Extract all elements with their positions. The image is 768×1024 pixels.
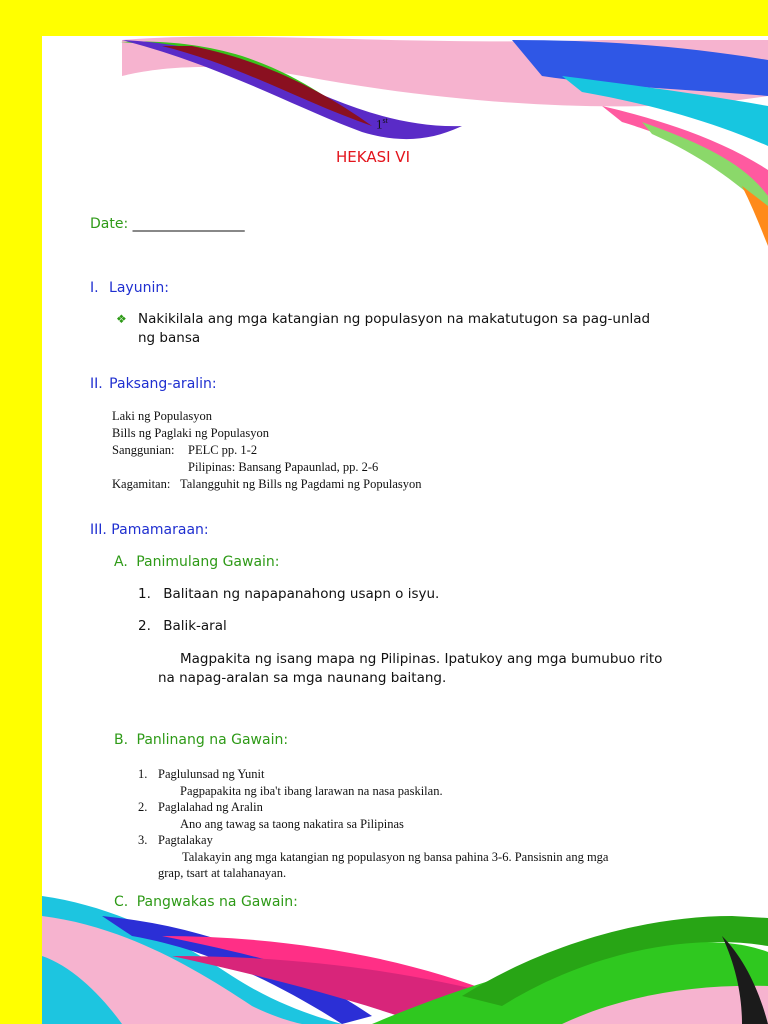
section-pamamaraan-heading	[90, 522, 209, 538]
sanggunian-label: Sanggunian:	[112, 443, 175, 457]
diamond-bullet-icon: ❖	[116, 312, 127, 326]
layunin-objective	[138, 310, 650, 348]
a-paragraph-line-1: Magpakita ng isang mapa ng Pilipinas. Ipatukoy ang mga bumubuo rito	[180, 651, 663, 667]
subsection-letter: B.	[114, 732, 129, 748]
sanggunian-row	[112, 442, 421, 459]
b-item-1	[138, 766, 678, 783]
section-numeral: I.	[90, 280, 99, 296]
sanggunian-value: PELC pp. 1-2	[188, 443, 258, 457]
subsection-title: Pangwakas na Gawain:	[136, 894, 298, 910]
subsection-title: Panimulang Gawain:	[136, 554, 280, 570]
b-list	[138, 766, 678, 882]
topic-line: Bills ng Paglaki ng Populasyon	[112, 426, 269, 440]
section-numeral: III.	[90, 522, 107, 538]
subsection-letter: C.	[114, 894, 129, 910]
item-text: Pagtalakay	[158, 833, 213, 847]
section-paksang-aralin-heading	[90, 376, 217, 392]
a-paragraph	[158, 650, 662, 688]
page-number-suffix: st	[382, 116, 388, 125]
section-title: Layunin:	[109, 280, 169, 296]
b-item-3-sub-line-2: grap, tsart at talahanayan.	[158, 866, 287, 880]
item-number: 3.	[138, 833, 148, 847]
item-number: 1.	[138, 586, 151, 602]
subsection-letter: A.	[114, 554, 128, 570]
kagamitan-value: Talangguhit ng Bills ng Pagdami ng Populasyon	[180, 477, 422, 491]
a-item-2	[138, 618, 227, 634]
a-paragraph-line-2: na napag-aralan sa mga naunang baitang.	[158, 670, 447, 686]
item-text: Paglalahad ng Aralin	[158, 800, 263, 814]
document-page	[42, 36, 768, 1024]
item-text: Balitaan ng napapanahong usapn o isyu.	[163, 586, 440, 602]
page-number-value: 1	[376, 116, 383, 132]
section-title: Pamamaraan:	[111, 522, 209, 538]
b-item-2-sub: Ano ang tawag sa taong nakatira sa Pilipinas	[180, 816, 404, 831]
item-number: 1.	[138, 767, 148, 781]
b-item-3-sub-line-1: Talakayin ang mga katangian ng populasyon ng bansa pahina 3-6. Pansisnin ang mga	[182, 849, 609, 864]
item-text: Paglulunsad ng Yunit	[158, 767, 265, 781]
kagamitan-label: Kagamitan:	[112, 477, 171, 491]
subsection-b-heading	[114, 732, 288, 748]
subsection-title: Panlinang na Gawain:	[136, 732, 289, 748]
kagamitan-row	[112, 476, 421, 493]
date-blank: ________________	[132, 216, 245, 232]
item-number: 2.	[138, 618, 151, 634]
item-number: 2.	[138, 800, 148, 814]
date-label: Date:	[90, 216, 129, 232]
a-item-1	[138, 586, 439, 602]
subsection-c-heading	[114, 894, 298, 910]
section-title: Paksang-aralin:	[109, 376, 217, 392]
sanggunian-value-2: Pilipinas: Bansang Papaunlad, pp. 2-6	[188, 460, 379, 474]
paksang-aralin-content	[112, 408, 421, 493]
page-title: HEKASI VI	[336, 148, 410, 166]
subsection-a-heading	[114, 554, 280, 570]
section-layunin-heading	[90, 280, 169, 296]
layunin-line-1: Nakikilala ang mga katangian ng populasyon na makatutugon sa pag-unlad	[138, 311, 651, 327]
date-line	[90, 216, 245, 232]
b-item-1-sub: Pagpapakita ng iba't ibang larawan na nasa paskilan.	[180, 783, 443, 798]
b-item-2	[138, 799, 678, 816]
item-text: Balik-aral	[163, 618, 227, 634]
layunin-line-2: ng bansa	[138, 330, 201, 346]
section-numeral: II.	[90, 376, 103, 392]
page-number	[376, 116, 388, 132]
topic-line: Laki ng Populasyon	[112, 409, 212, 423]
b-item-3	[138, 832, 678, 849]
